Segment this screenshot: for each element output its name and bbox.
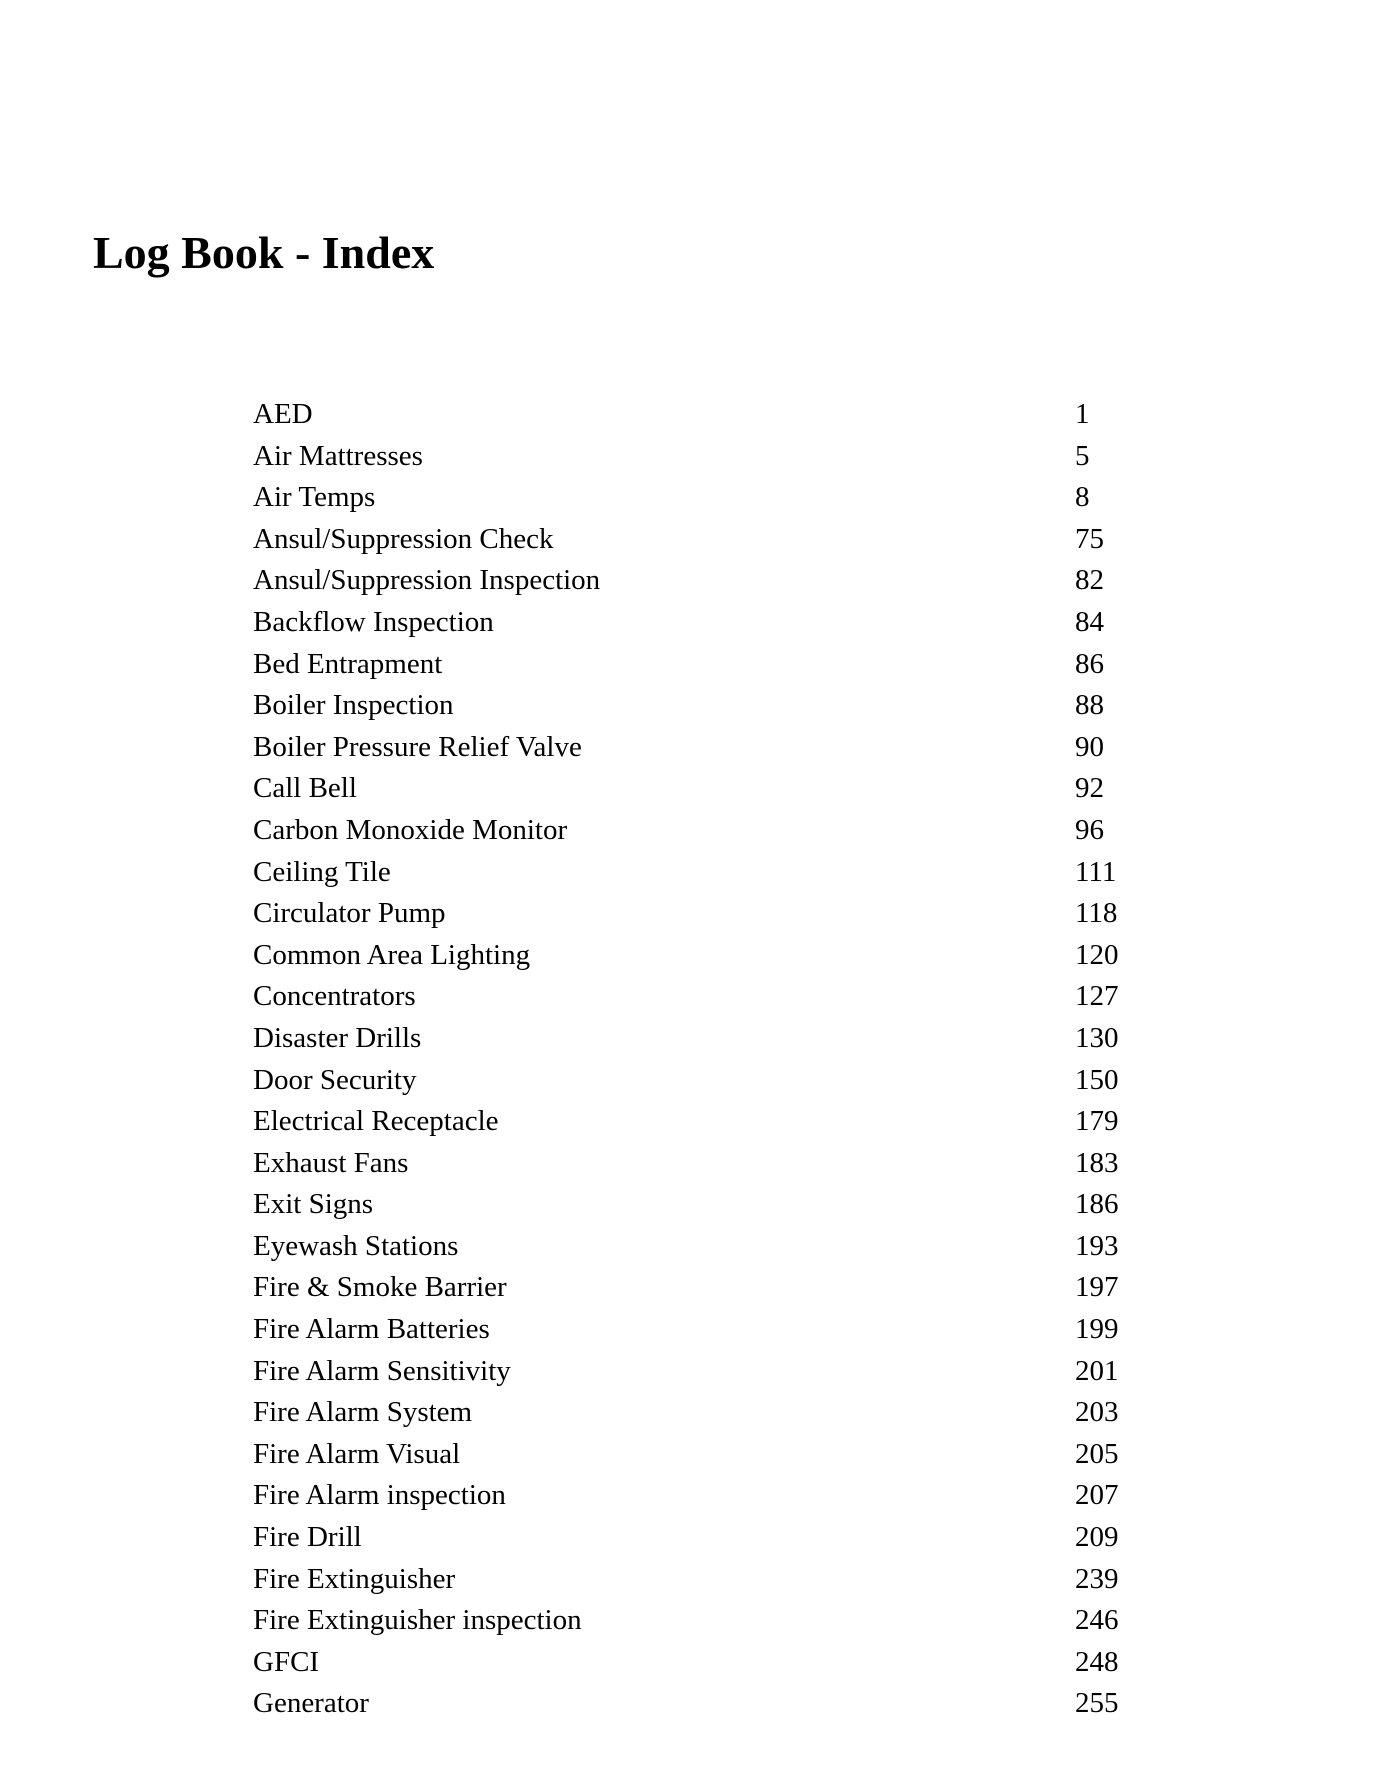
entry-page-number: 239 xyxy=(1075,1562,1119,1595)
entry-label: Air Mattresses xyxy=(253,439,423,472)
index-entry xyxy=(253,1683,1133,1725)
entry-page-number: 248 xyxy=(1075,1645,1119,1678)
entry-label: Call Bell xyxy=(253,772,357,805)
entry-label: Fire & Smoke Barrier xyxy=(253,1271,507,1304)
index-entry xyxy=(253,394,1133,436)
entry-label: Fire Alarm inspection xyxy=(253,1479,506,1512)
entry-page-number: 111 xyxy=(1075,855,1117,888)
entry-page-number: 201 xyxy=(1075,1354,1119,1387)
entry-page-number: 92 xyxy=(1075,772,1104,805)
entry-label: Common Area Lighting xyxy=(253,938,531,971)
index-entry xyxy=(253,852,1133,894)
entry-page-number: 127 xyxy=(1075,980,1119,1013)
entry-label: Ceiling Tile xyxy=(253,855,391,888)
index-entry xyxy=(253,1642,1133,1684)
entry-label: Exit Signs xyxy=(253,1188,374,1221)
entry-label: Bed Entrapment xyxy=(253,647,443,680)
index-list xyxy=(253,394,1133,1725)
index-entry xyxy=(253,976,1133,1018)
entry-page-number: 88 xyxy=(1075,689,1104,722)
entry-page-number: 5 xyxy=(1075,439,1090,472)
entry-page-number: 186 xyxy=(1075,1188,1119,1221)
entry-label: Boiler Inspection xyxy=(253,689,454,722)
entry-page-number: 203 xyxy=(1075,1396,1119,1429)
index-entry xyxy=(253,1226,1133,1268)
entry-page-number: 199 xyxy=(1075,1313,1119,1346)
entry-label: Fire Alarm Visual xyxy=(253,1437,461,1470)
entry-label: AED xyxy=(253,398,313,430)
entry-page-number: 86 xyxy=(1075,647,1104,680)
entry-page-number: 150 xyxy=(1075,1063,1119,1096)
entry-page-number: 84 xyxy=(1075,605,1104,638)
index-entry xyxy=(253,893,1133,935)
entry-label: Fire Alarm Batteries xyxy=(253,1313,490,1346)
entry-page-number: 1 xyxy=(1075,398,1090,430)
entry-page-number: 205 xyxy=(1075,1437,1119,1470)
entry-label: Exhaust Fans xyxy=(253,1146,409,1179)
entry-page-number: 120 xyxy=(1075,938,1119,971)
index-entry xyxy=(253,1351,1133,1393)
index-entry xyxy=(253,1184,1133,1226)
index-entry xyxy=(253,1434,1133,1476)
index-entry xyxy=(253,768,1133,810)
entry-label: Generator xyxy=(253,1687,369,1720)
entry-page-number: 246 xyxy=(1075,1604,1119,1637)
index-entry xyxy=(253,1309,1133,1351)
entry-page-number: 179 xyxy=(1075,1105,1119,1138)
entry-label: Fire Alarm Sensitivity xyxy=(253,1354,511,1387)
entry-page-number: 90 xyxy=(1075,730,1104,763)
entry-label: Boiler Pressure Relief Valve xyxy=(253,730,582,763)
entry-page-number: 82 xyxy=(1075,564,1104,597)
index-entry xyxy=(253,935,1133,977)
index-entry xyxy=(253,519,1133,561)
entry-label: Carbon Monoxide Monitor xyxy=(253,813,568,846)
index-entry xyxy=(253,1267,1133,1309)
entry-page-number: 96 xyxy=(1075,813,1104,846)
index-entry xyxy=(253,1559,1133,1601)
index-entry xyxy=(253,1517,1133,1559)
entry-label: Concentrators xyxy=(253,980,416,1013)
entry-label: Circulator Pump xyxy=(253,897,446,930)
index-entry xyxy=(253,436,1133,478)
entry-label: Fire Alarm System xyxy=(253,1396,473,1429)
entry-label: GFCI xyxy=(253,1645,320,1678)
entry-label: Ansul/Suppression Check xyxy=(253,522,554,555)
entry-page-number: 75 xyxy=(1075,522,1104,555)
entry-label: Backflow Inspection xyxy=(253,605,494,638)
entry-page-number: 255 xyxy=(1075,1687,1119,1720)
page-title: Log Book - Index xyxy=(93,227,435,278)
index-entry xyxy=(253,1143,1133,1185)
index-entry xyxy=(253,1018,1133,1060)
index-entry xyxy=(253,1600,1133,1642)
entry-label: Electrical Receptacle xyxy=(253,1105,499,1138)
index-entry xyxy=(253,1392,1133,1434)
entry-page-number: 207 xyxy=(1075,1479,1119,1512)
index-entry xyxy=(253,727,1133,769)
index-entry xyxy=(253,477,1133,519)
entry-label: Fire Extinguisher xyxy=(253,1562,456,1595)
entry-label: Ansul/Suppression Inspection xyxy=(253,564,601,597)
entry-page-number: 8 xyxy=(1075,481,1090,514)
entry-label: Air Temps xyxy=(253,481,376,514)
index-entry xyxy=(253,1101,1133,1143)
entry-page-number: 130 xyxy=(1075,1021,1119,1054)
index-entry xyxy=(253,685,1133,727)
entry-page-number: 183 xyxy=(1075,1146,1119,1179)
entry-page-number: 193 xyxy=(1075,1229,1119,1262)
entry-label: Fire Drill xyxy=(253,1521,362,1554)
entry-label: Door Security xyxy=(253,1063,417,1096)
entry-page-number: 209 xyxy=(1075,1521,1119,1554)
entry-label: Fire Extinguisher inspection xyxy=(253,1604,582,1637)
entry-label: Eyewash Stations xyxy=(253,1229,459,1262)
index-entry xyxy=(253,644,1133,686)
index-entry xyxy=(253,560,1133,602)
index-entry xyxy=(253,602,1133,644)
entry-page-number: 118 xyxy=(1075,897,1118,930)
index-entry xyxy=(253,810,1133,852)
entry-page-number: 197 xyxy=(1075,1271,1119,1304)
index-entry xyxy=(253,1060,1133,1102)
index-entry xyxy=(253,1475,1133,1517)
entry-label: Disaster Drills xyxy=(253,1021,422,1054)
